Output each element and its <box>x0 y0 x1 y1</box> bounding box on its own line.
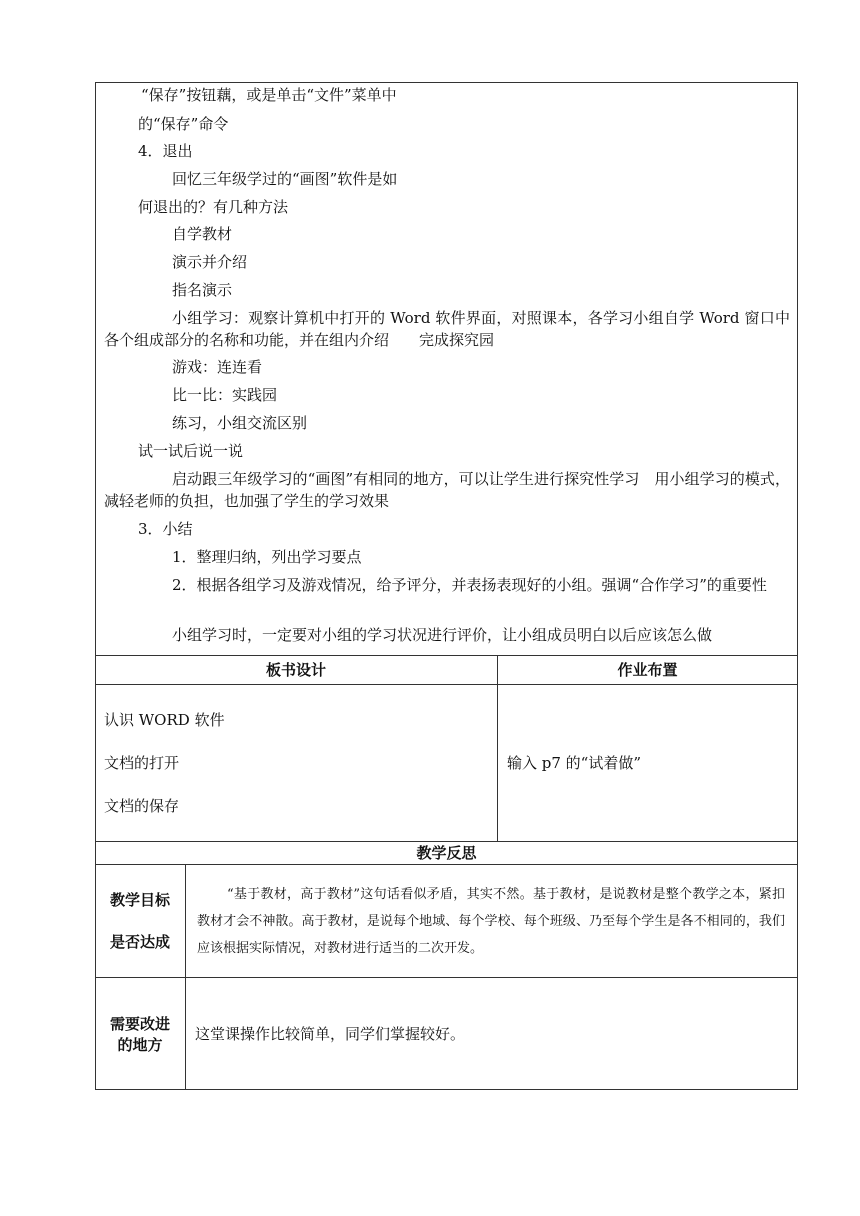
board-item: 文档的打开 <box>104 754 180 772</box>
evaluation-paragraph: 2．根据各组学习及游戏情况，给予评分，并表扬表现好的小组。强调“合作学习”的重要性 <box>172 576 767 594</box>
compare-paragraph: 启动跟三年级学习的“画图”有相同的地方，可以让学生进行探究性学习 用小组学习的模式，减轻老师的负担，也加强了学生的学习效果 <box>104 470 790 510</box>
group-study-paragraph: 小组学习：观察计算机中打开的 Word 软件界面，对照课本，各学习小组自学 Word 窗口中各个组成部分的名称和功能，并在组内介绍 完成探究园 <box>104 309 790 349</box>
lesson-line: “保存”按钮藕，或是单击“文件”菜单中 <box>141 86 397 104</box>
lesson-line: 的“保存”命令 <box>138 115 229 133</box>
lesson-line: 何退出的？有几种方法 <box>138 198 289 216</box>
lesson-line: 1．整理归纳，列出学习要点 <box>172 548 362 566</box>
board-item: 认识 WORD 软件 <box>104 711 225 729</box>
goal-label: 教学目标 <box>109 891 170 909</box>
homework-text: 输入 p7 的“试着做” <box>507 754 642 772</box>
lesson-line: 4．退出 <box>138 142 193 160</box>
improve-text: 这堂课操作比较简单，同学们掌握较好。 <box>195 1025 466 1043</box>
row-divider-board-end <box>95 841 798 842</box>
improve-label: 的地方 <box>117 1036 163 1054</box>
lesson-line: 自学教材 <box>172 225 233 243</box>
lesson-line: 3．小结 <box>138 520 193 538</box>
homework-header: 作业布置 <box>617 661 678 679</box>
col-divider-reflection-label <box>185 864 186 1090</box>
row-divider-goal-end <box>95 977 798 978</box>
goal-text: “基于教材，高于教材”这句话看似矛盾，其实不然。基于教材，是说教材是整个教学之本，紧扣教材才会不神散。高于教材，是说每个地域、每个学校、每个班级、乃至每个学生是各不相同的，我们应该根据实际情况，对教材进行适当的二次开发。 <box>197 887 785 956</box>
lesson-line: 游戏：连连看 <box>172 358 263 376</box>
lesson-line: 试一试后说一说 <box>138 442 244 460</box>
row-divider-reflection-header <box>95 864 798 865</box>
lesson-line: 小组学习时，一定要对小组的学习状况进行评价，让小组成员明白以后应该怎么做 <box>172 626 713 644</box>
col-divider-board-homework <box>497 655 498 841</box>
lesson-line: 演示并介绍 <box>172 253 248 271</box>
reflection-header: 教学反思 <box>416 844 477 862</box>
lesson-line: 回忆三年级学过的“画图”软件是如 <box>172 170 398 188</box>
lesson-line: 指名演示 <box>172 281 233 299</box>
improve-label: 需要改进 <box>109 1015 170 1033</box>
board-design-header: 板书设计 <box>265 661 326 679</box>
row-divider-lesson-end <box>95 655 798 656</box>
board-item: 文档的保存 <box>104 797 180 815</box>
goal-label: 是否达成 <box>109 933 170 951</box>
lesson-line: 练习，小组交流区别 <box>172 414 308 432</box>
lesson-line: 比一比：实践园 <box>172 386 278 404</box>
row-divider-board-header <box>95 684 798 685</box>
